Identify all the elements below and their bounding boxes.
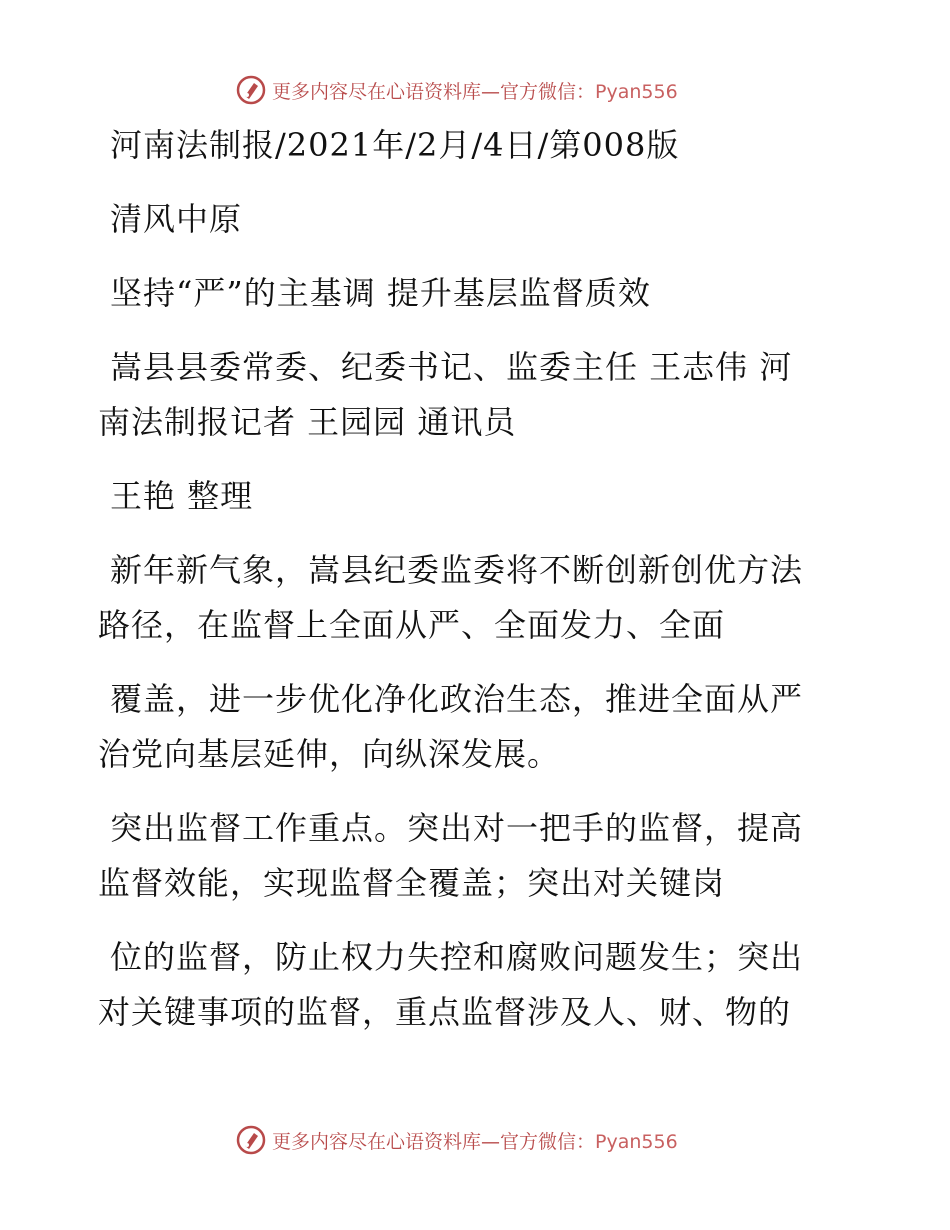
paragraph-line: 治党向基层延伸，向纵深发展。	[98, 735, 561, 773]
article-source: 河南法制报/2021年/2月/4日/第008版	[110, 126, 680, 164]
watermark-wechat-id: Pyan556	[595, 1130, 678, 1153]
header-watermark	[236, 73, 678, 107]
paragraph-line: 新年新气象，嵩县纪委监委将不断创新创优方法	[110, 551, 804, 589]
article-title: 坚持“严”的主基调 提升基层监督质效	[110, 274, 651, 312]
watermark-wechat-id: Pyan556	[595, 80, 678, 103]
footer-watermark	[236, 1123, 678, 1157]
watermark-text	[272, 77, 678, 104]
pen-nib-logo-icon	[236, 75, 266, 105]
paragraph-line: 监督效能，实现监督全覆盖；突出对关键岗	[98, 864, 726, 902]
paragraph-line: 突出监督工作重点。突出对一把手的监督，提高	[110, 809, 804, 847]
paragraph-line: 覆盖，进一步优化净化政治生态，推进全面从严	[110, 680, 804, 718]
watermark-label: 更多内容尽在心语资料库—官方微信：	[272, 1130, 596, 1153]
article-byline-line-2: 南法制报记者 王园园 通讯员	[98, 403, 517, 441]
article-byline-line-3: 王艳 整理	[110, 477, 254, 515]
paragraph-line: 对关键事项的监督，重点监督涉及人、财、物的	[98, 993, 792, 1031]
paragraph-line: 位的监督，防止权力失控和腐败问题发生；突出	[110, 938, 804, 976]
article-column: 清风中原	[110, 200, 243, 238]
watermark-label: 更多内容尽在心语资料库—官方微信：	[272, 80, 596, 103]
paragraph-line: 路径，在监督上全面从严、全面发力、全面	[98, 606, 726, 644]
watermark-text	[272, 1127, 678, 1154]
article-byline-line-1: 嵩县县委常委、纪委书记、监委主任 王志伟 河	[110, 348, 793, 386]
article-body	[98, 118, 838, 1040]
pen-nib-logo-icon	[236, 1125, 266, 1155]
